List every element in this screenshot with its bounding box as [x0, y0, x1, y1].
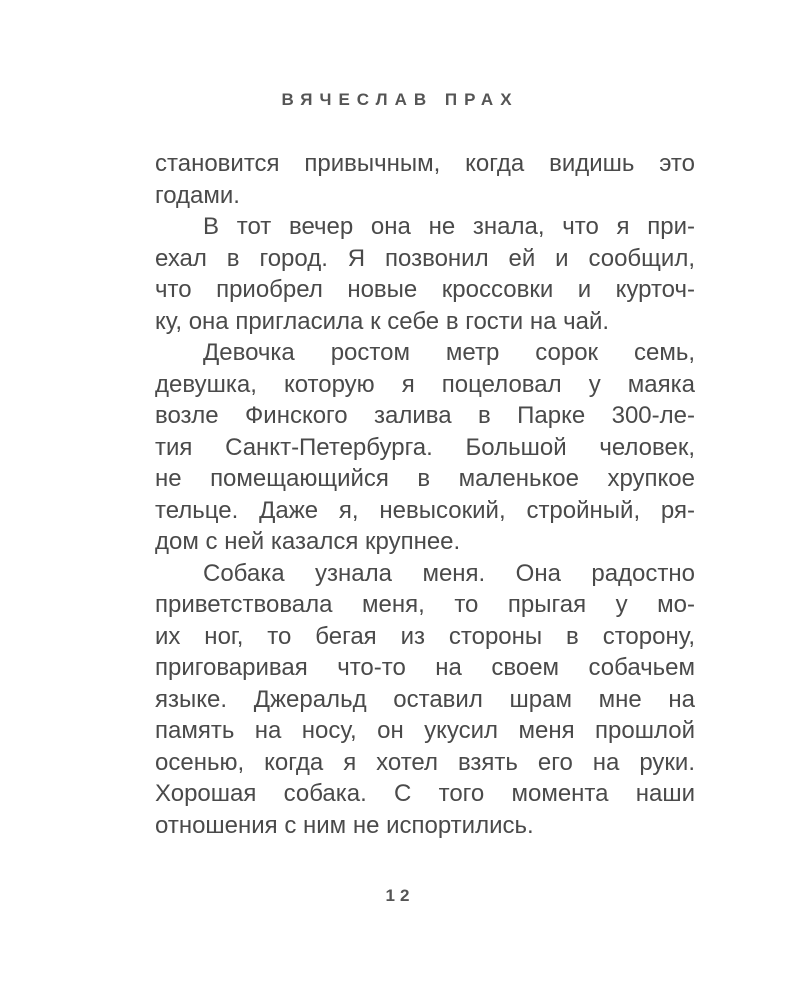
text-line: годами. [155, 181, 240, 209]
text-line: тельце. Даже я, невысокий, стройный, ря- [155, 496, 695, 524]
text-line: что приобрел новые кроссовки и курточ- [155, 276, 695, 303]
running-head-author: ВЯЧЕСЛАВ ПРАХ [281, 90, 519, 109]
body-text [155, 148, 695, 841]
text-line: их ног, то бегая из стороны в сторону, [155, 622, 695, 650]
paragraph [155, 337, 695, 558]
text-line: память на носу, он укусил меня прошлой [155, 717, 695, 744]
text-line: отношения с ним не испортились. [155, 811, 534, 839]
text-line: осенью, когда я хотел взять его на руки. [155, 748, 695, 776]
text-line: возле Финского залива в Парке 300-ле- [155, 402, 695, 429]
paragraph [155, 211, 695, 337]
text-line: Хорошая собака. С того момента наши [155, 780, 695, 807]
text-line: приветствовала меня, то прыгая у мо- [155, 591, 695, 618]
text-line: языке. Джеральд оставил шрам мне на [155, 685, 695, 713]
text-line: ку, она пригласила к себе в гости на чай. [155, 307, 610, 335]
text-line: становится привычным, когда видишь это [155, 150, 695, 177]
text-line: девушка, которую я поцеловал у маяка [155, 370, 695, 398]
text-line: тия Санкт-Петербурга. Большой человек, [155, 433, 695, 461]
text-line: дом с ней казался крупнее. [155, 528, 461, 555]
page-number: 12 [385, 886, 415, 905]
text-line: Девочка ростом метр сорок семь, [203, 339, 695, 366]
paragraph [155, 148, 695, 211]
text-line: Собака узнала меня. Она радостно [203, 559, 695, 587]
text-line: приговаривая что-то на своем собачьем [155, 654, 695, 681]
text-line: не помещающийся в маленькое хрупкое [155, 465, 695, 492]
text-line: В тот вечер она не знала, что я при- [203, 213, 695, 240]
paragraph [155, 558, 695, 842]
text-line: ехал в город. Я позвонил ей и сообщил, [155, 244, 695, 272]
